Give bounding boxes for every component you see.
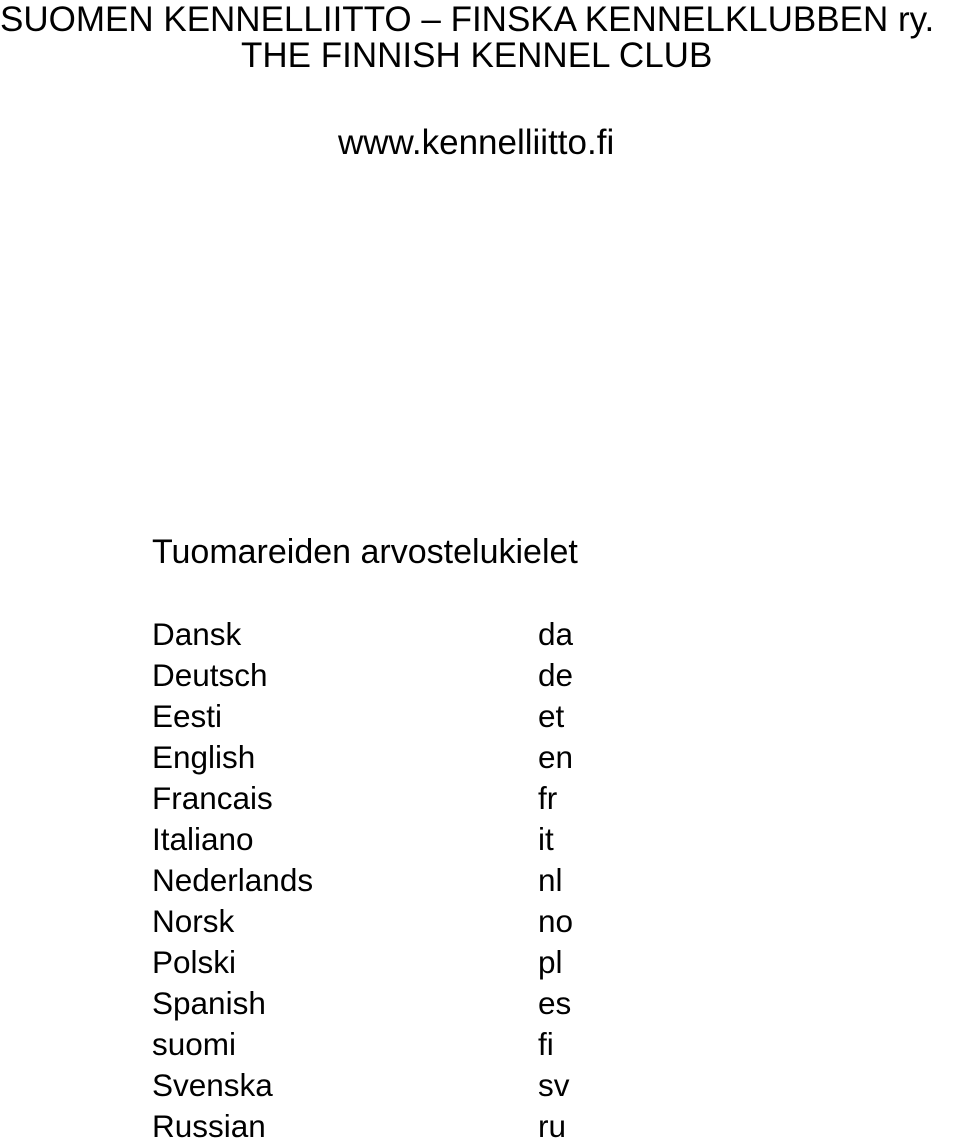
- language-name: Spanish: [152, 985, 266, 1021]
- website-url: www.kennelliitto.fi: [338, 123, 615, 162]
- language-code: et: [538, 698, 565, 734]
- language-code: ru: [538, 1108, 567, 1144]
- language-code: sv: [538, 1067, 570, 1103]
- document-title: Tuomareiden arvostelukielet: [152, 533, 578, 571]
- language-name: Nederlands: [152, 862, 314, 898]
- language-code: es: [538, 985, 572, 1021]
- language-code: pl: [538, 944, 563, 980]
- language-code: fr: [538, 780, 558, 816]
- language-code: nl: [538, 862, 563, 898]
- language-code: fi: [538, 1026, 554, 1062]
- language-code: da: [538, 616, 574, 652]
- organization-name: SUOMEN KENNELLIITTO – FINSKA KENNELKLUBBEN ry.: [0, 0, 935, 39]
- language-name: Dansk: [152, 616, 242, 652]
- language-name: suomi: [152, 1026, 237, 1062]
- language-name: Svenska: [152, 1067, 273, 1103]
- organization-name-english: THE FINNISH KENNEL CLUB: [241, 36, 713, 75]
- language-name: Francais: [152, 780, 273, 816]
- language-name: English: [152, 739, 256, 775]
- language-name: Eesti: [152, 698, 223, 734]
- language-code: it: [538, 821, 554, 857]
- language-code: en: [538, 739, 574, 775]
- language-name: Polski: [152, 944, 237, 980]
- language-name: Italiano: [152, 821, 254, 857]
- language-name: Deutsch: [152, 657, 268, 693]
- language-name: Norsk: [152, 903, 235, 939]
- language-code: de: [538, 657, 574, 693]
- language-code: no: [538, 903, 574, 939]
- language-name: Russian: [152, 1108, 266, 1144]
